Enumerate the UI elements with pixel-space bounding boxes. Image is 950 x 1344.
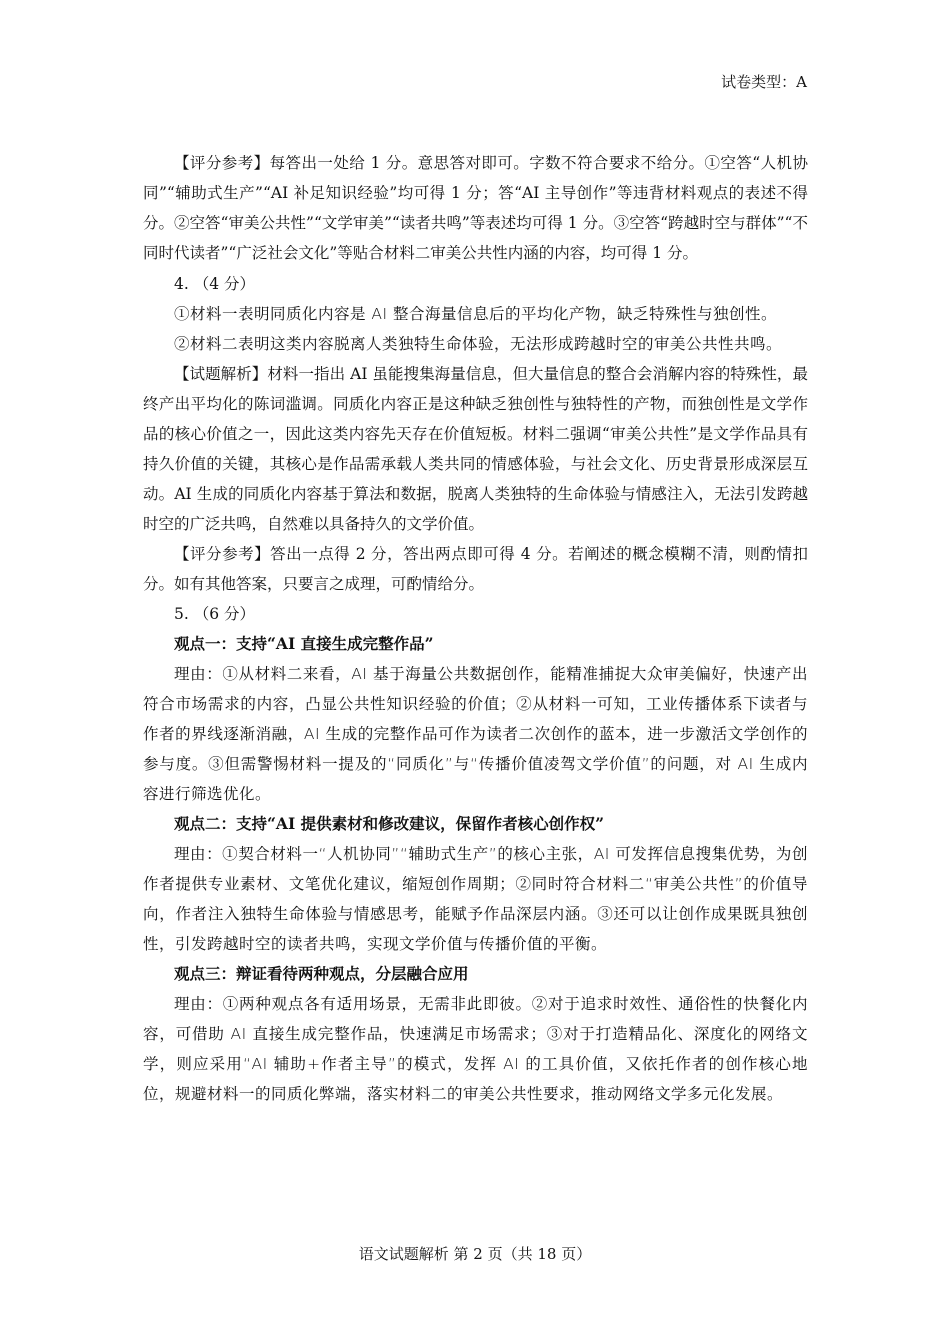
q4-answer-2: ②材料二表明这类内容脱离人类独特生命体验，无法形成跨越时空的审美公共性共鸣。 [174,335,783,353]
q4-analysis: 【试题解析】材料一指出 AI 虽能搜集海量信息，但大量信息的整合会消解内容的特殊性，最终产出平均化的陈词滥调。同质化内容正是这种缺乏独创性与独特性的产物，而独创性是文学作品的核心价值之一，因此这类内容先天存在价值短板。材料二强调“审美公共性”是文学作品具有持久价值的关键，其核心是作品需承载人类共同的情感体验，与社会文化、历史背景形成深层互动。AI 生成的同质化内容基于算法和数据，脱离人类独特的生命体验与情感注入，无法引发跨越时空的广泛共鸣，自然难以具备持久的文学价值。 [143,365,808,533]
page-footer: 语文试题解析 第 2 页（共 18 页） [358,1245,592,1263]
q5-view1-title: 观点一：支持“AI 直接生成完整作品” [174,634,434,653]
q5-view1-reason: 理由：①从材料二来看，AI 基于海量公共数据创作，能精准捕捉大众审美偏好，快速产出符合市场需求的内容，凸显公共性知识经验的价值；②从材料一可知，工业传播体系下读者与作者的界线逐渐消融，AI 生成的完整作品可作为读者二次创作的蓝本，进一步激活文学创作的参与度。③但需警惕材料一提及的“同质化”与“传播价值凌驾文学价值”的问题，对 AI 生成内容进行筛选优化。 [143,665,808,803]
q5-view3-reason: 理由：①两种观点各有适用场景，无需非此即彼。②对于追求时效性、通俗性的快餐化内容，可借助 AI 直接生成完整作品，快速满足市场需求；③对于打造精品化、深度化的网络文学，则应采用“AI 辅助+作者主导”的模式，发挥 AI 的工具价值，又依托作者的创作核心地位，规避材料一的同质化弊端，落实材料二的审美公共性要求，推动网络文学多元化发展。 [143,995,808,1103]
q3-scoring-reference: 【评分参考】每答出一处给 1 分。意思答对即可。字数不符合要求不给分。①空答“人机协同”“辅助式生产”“AI 补足知识经验”均可得 1 分；答“AI 主导创作”等违背材料观点的表述不得分。②空答“审美公共性”“文学审美”“读者共鸣”等表述均可得 1 分。③空答“跨越时空与群体”“不同时代读者”“广泛社会文化”等贴合材料二审美公共性内涵的内容，均可得 1 分。 [143,154,808,262]
paper-type-label: 试卷类型：A [721,73,807,91]
q5-view2-reason: 理由：①契合材料一“人机协同”“辅助式生产”的核心主张，AI 可发挥信息搜集优势，为创作者提供专业素材、文笔优化建议，缩短创作周期；②同时符合材料二“审美公共性”的价值导向，作者注入独特生命体验与情感思考，能赋予作品深层内涵。③还可以让创作成果既具独创性，引发跨越时空的读者共鸣，实现文学价值与传播价值的平衡。 [143,845,808,953]
q4-scoring-reference: 【评分参考】答出一点得 2 分，答出两点即可得 4 分。若阐述的概念模糊不清，则酌情扣分。如有其他答案，只要言之成理，可酌情给分。 [143,545,808,593]
answer-content [143,148,808,1109]
q5-view2-title: 观点二：支持“AI 提供素材和修改建议，保留作者核心创作权” [174,814,605,833]
q4-answer-1: ①材料一表明同质化内容是 AI 整合海量信息后的平均化产物，缺乏特殊性与独创性。 [174,305,778,323]
q5-label: 5. （6 分） [174,605,256,623]
q4-label: 4. （4 分） [174,275,256,293]
q5-view3-title: 观点三：辩证看待两种观点，分层融合应用 [174,964,469,983]
